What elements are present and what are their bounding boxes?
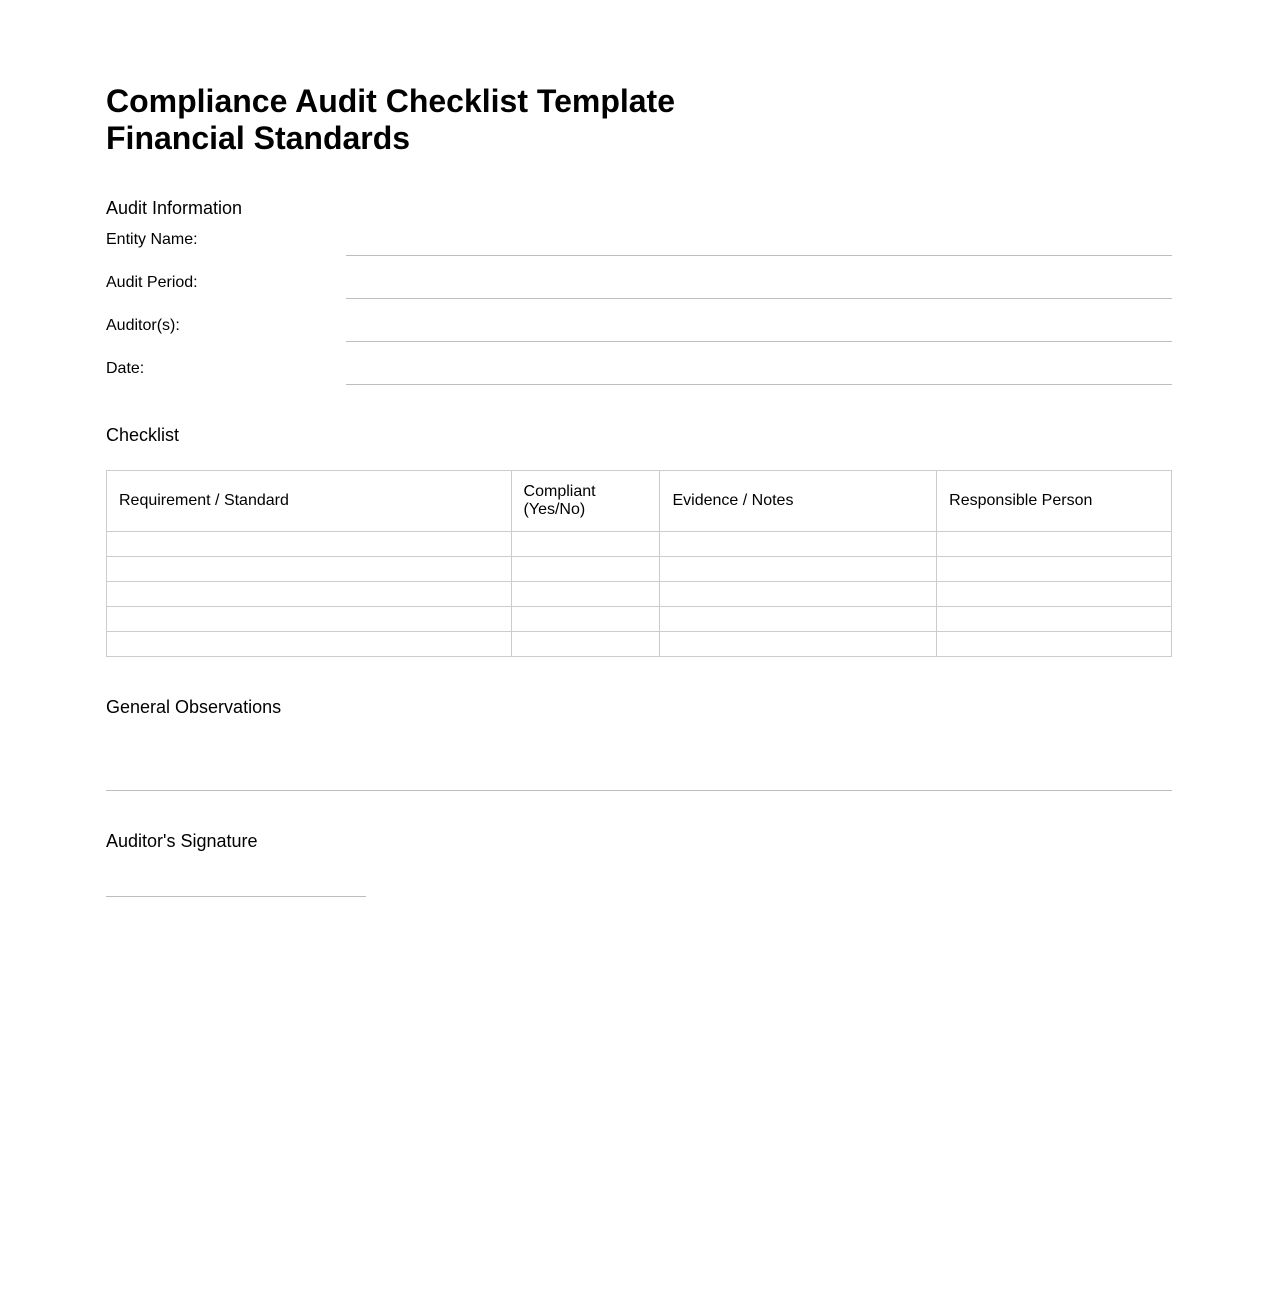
checklist-table: [106, 470, 1172, 657]
title-line-1: Compliance Audit Checklist Template: [106, 83, 675, 119]
entity-name-label: Entity Name:: [106, 231, 198, 248]
entity-name-field[interactable]: [106, 230, 1172, 273]
table-header-row: [107, 471, 1172, 532]
checklist-heading: Checklist: [106, 425, 180, 445]
table-cell[interactable]: [107, 582, 512, 607]
table-cell[interactable]: [937, 557, 1172, 582]
signature-line[interactable]: [106, 896, 366, 897]
audit-period-label: Audit Period:: [106, 274, 198, 291]
table-row: [107, 532, 1172, 557]
col-responsible: Responsible Person: [937, 471, 1172, 532]
observations-input-line[interactable]: [106, 790, 1172, 791]
auditors-label: Auditor(s):: [106, 317, 180, 334]
table-cell[interactable]: [511, 632, 660, 657]
col-requirement: Requirement / Standard: [107, 471, 512, 532]
table-cell[interactable]: [660, 532, 937, 557]
table-cell[interactable]: [511, 532, 660, 557]
table-cell[interactable]: [937, 582, 1172, 607]
col-compliant: Compliant (Yes/No): [511, 471, 660, 532]
table-row: [107, 607, 1172, 632]
entity-name-input-line[interactable]: [346, 255, 1172, 256]
table-row: [107, 557, 1172, 582]
auditors-field[interactable]: [106, 316, 1172, 359]
table-cell[interactable]: [511, 607, 660, 632]
table-cell[interactable]: [660, 632, 937, 657]
table-cell[interactable]: [937, 532, 1172, 557]
audit-info-heading: Audit Information: [106, 198, 243, 218]
table-cell[interactable]: [660, 557, 937, 582]
date-field[interactable]: [106, 359, 1172, 402]
table-cell[interactable]: [511, 582, 660, 607]
table-row: [107, 632, 1172, 657]
date-label: Date:: [106, 360, 145, 377]
title-line-2: Financial Standards: [106, 120, 411, 156]
auditors-input-line[interactable]: [346, 341, 1172, 342]
table-row: [107, 582, 1172, 607]
table-cell[interactable]: [937, 607, 1172, 632]
table-cell[interactable]: [107, 532, 512, 557]
page-title: [106, 83, 675, 157]
table-cell[interactable]: [107, 607, 512, 632]
table-cell[interactable]: [107, 632, 512, 657]
signature-heading: Auditor's Signature: [106, 831, 258, 851]
col-evidence: Evidence / Notes: [660, 471, 937, 532]
table-cell[interactable]: [107, 557, 512, 582]
audit-period-input-line[interactable]: [346, 298, 1172, 299]
date-input-line[interactable]: [346, 384, 1172, 385]
table-cell[interactable]: [937, 632, 1172, 657]
observations-heading: General Observations: [106, 697, 282, 717]
table-cell[interactable]: [660, 607, 937, 632]
audit-period-field[interactable]: [106, 273, 1172, 316]
table-cell[interactable]: [660, 582, 937, 607]
table-cell[interactable]: [511, 557, 660, 582]
